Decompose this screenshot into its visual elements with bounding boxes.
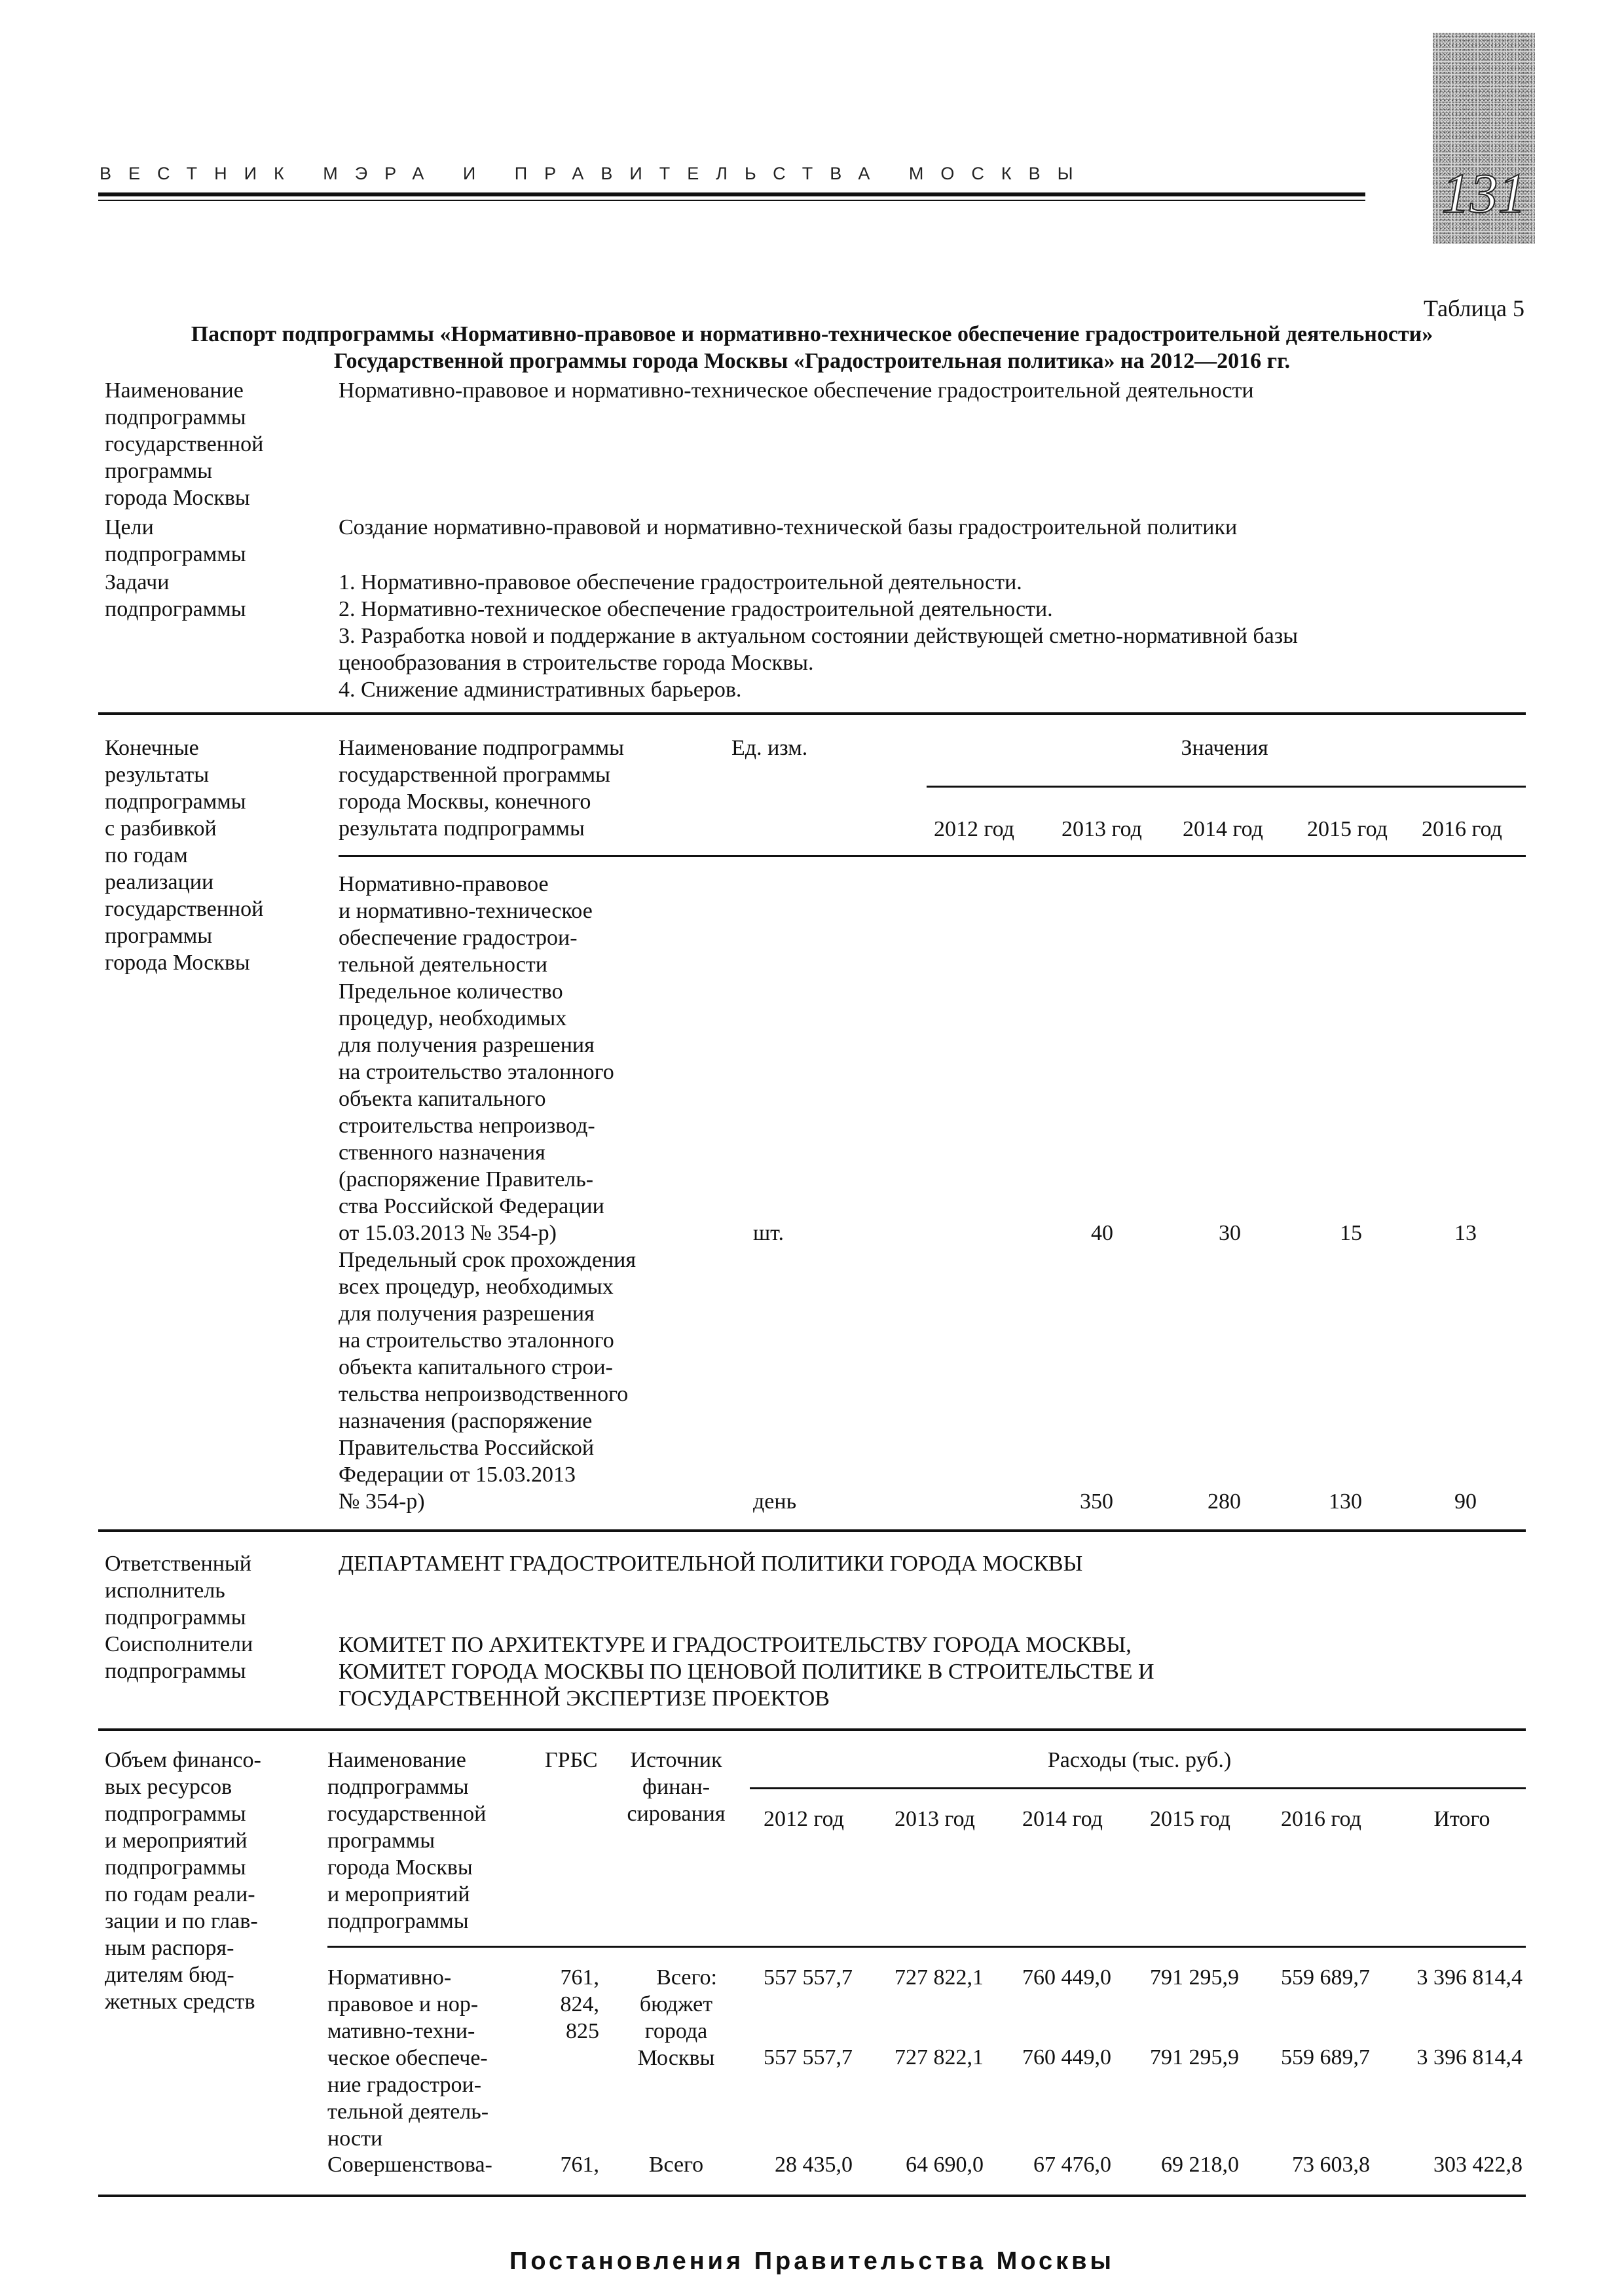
page-footer: Постановления Правительства Москвы (509, 2248, 1115, 2275)
text-line: ческое обеспече- (327, 2046, 488, 2070)
fin-year-2013: 2013 год (895, 1807, 975, 1831)
label-line: Задачи (105, 570, 170, 594)
fin-row2-source: Всего (648, 2153, 704, 2177)
fin-row1-source-budget (616, 1991, 737, 2071)
text-line: 761, (560, 1965, 599, 1990)
fin-year-2016: 2016 год (1281, 1807, 1361, 1831)
label-line: города Москвы (105, 951, 250, 975)
task-line: 2. Нормативно-техническое обеспечение градостроительной деятельности. (339, 597, 1053, 621)
text-line: для получения разрешения (339, 1302, 595, 1326)
header-line: подпрограммы (327, 1909, 469, 1933)
label-line: государственной (105, 432, 264, 456)
table-number: Таблица 5 (1424, 295, 1524, 321)
text-line: Москвы (637, 2046, 715, 2070)
fin-total: Итого (1433, 1807, 1490, 1831)
text-line: обеспечение градострои- (339, 926, 578, 950)
header-rule-thick (98, 192, 1365, 196)
header-line: результата подпрограммы (339, 816, 585, 841)
fin-year-2012: 2012 год (764, 1807, 844, 1831)
fin-row1-total-2013: 727 822,1 (895, 1965, 984, 1990)
year-2015: 2015 год (1307, 817, 1388, 841)
label-line: жетных средств (105, 1990, 255, 2014)
results-col-name (339, 735, 624, 842)
name-label (105, 377, 314, 511)
row2-2016: 90 (1454, 1489, 1477, 1514)
header-line: программы (327, 1829, 435, 1853)
text-line: Федерации от 15.03.2013 (339, 1463, 576, 1487)
text-line: Нормативно-правовое (339, 872, 549, 896)
fin-row1-total-2012: 557 557,7 (764, 1965, 853, 1990)
label-line: и мероприятий (105, 1829, 248, 1853)
fin-row2-2013: 64 690,0 (906, 2153, 984, 2177)
section-rule (98, 1529, 1526, 1532)
row2-2013: 350 (1080, 1489, 1113, 1514)
row1-2016: 13 (1454, 1221, 1477, 1245)
text-line: на строительство эталонного (339, 1060, 614, 1084)
fin-row1-budget-sum: 3 396 814,4 (1416, 2045, 1522, 2069)
label-line: подпрограммы (105, 405, 246, 429)
page-number: 131 (1441, 162, 1526, 225)
label-line: вых ресурсов (105, 1775, 232, 1799)
finance-col-name (327, 1747, 486, 1935)
text-line: ние градострои- (327, 2073, 482, 2097)
label-line: Объем финансо- (105, 1748, 261, 1772)
text-line: процедур, необходимых (339, 1006, 567, 1030)
label-line: программы (105, 459, 213, 483)
text-line: мативно-техни- (327, 2019, 475, 2043)
year-2016: 2016 год (1422, 817, 1502, 841)
text-line: Нормативно- (327, 1965, 452, 1990)
row2-2014: 280 (1208, 1489, 1241, 1514)
text-line: от 15.03.2013 № 354-р) (339, 1221, 557, 1245)
finance-col-expenses: Расходы (тыс. руб.) (1047, 1748, 1232, 1772)
label-line: по годам (105, 843, 188, 867)
text-line: тельной деятель- (327, 2100, 489, 2124)
label-line: ным распоря- (105, 1936, 234, 1960)
results-header-rule (339, 855, 1526, 857)
text-line: на строительство эталонного (339, 1328, 614, 1353)
fin-row1-budget-2014: 760 449,0 (1022, 2045, 1111, 2069)
fin-row2-2015: 69 218,0 (1161, 2153, 1239, 2177)
results-col-values: Значения (1181, 736, 1268, 760)
label-line: подпрограммы (105, 597, 246, 621)
header-line: города Москвы (327, 1855, 473, 1880)
fin-row1-budget-2013: 727 822,1 (895, 2045, 984, 2069)
text-line: 824, (560, 1992, 599, 2016)
text-line: Правительства Российской (339, 1436, 595, 1460)
text-line: для получения разрешения (339, 1033, 595, 1057)
row2-2015: 130 (1329, 1489, 1362, 1514)
fin-row1-total-2014: 760 449,0 (1022, 1965, 1111, 1990)
label-line: подпрограммы (105, 1605, 246, 1630)
fin-row2-sum: 303 422,8 (1433, 2153, 1522, 2177)
fin-year-2014: 2014 год (1022, 1807, 1103, 1831)
text-line: (распоряжение Правитель- (339, 1167, 594, 1192)
responsible-label (105, 1550, 314, 1685)
header-line: и мероприятий (327, 1882, 470, 1906)
header-line: государственной программы (339, 763, 610, 787)
text-line: строительства непроизвод- (339, 1114, 595, 1138)
finance-col-source (616, 1747, 737, 1827)
label-line: подпрограммы (105, 790, 246, 814)
row1-2013: 40 (1091, 1221, 1113, 1245)
header-line: Наименование (327, 1748, 466, 1772)
header-rule-thin (98, 200, 1365, 201)
fin-row1-name (327, 1964, 489, 2152)
text-line: ГОСУДАРСТВЕННОЙ ЭКСПЕРТИЗЕ ПРОЕКТОВ (339, 1686, 830, 1711)
results-col-unit: Ед. изм. (731, 736, 808, 760)
goals-label (105, 514, 314, 568)
row1-2015: 15 (1340, 1221, 1362, 1245)
fin-year-2015: 2015 год (1150, 1807, 1230, 1831)
task-line: 3. Разработка новой и поддержание в актуальном состоянии действующей сметно-нормативной базы (339, 624, 1299, 648)
fin-row1-budget-2012: 557 557,7 (764, 2045, 853, 2069)
section-rule (98, 1728, 1526, 1731)
tasks-label (105, 569, 314, 623)
row2-unit: день (753, 1489, 797, 1514)
label-line: подпрограммы (105, 1659, 246, 1683)
task-line: 4. Снижение административных барьеров. (339, 678, 742, 702)
text-line: всех процедур, необходимых (339, 1275, 614, 1299)
finance-header-rule (327, 1946, 1526, 1948)
label-line: подпрограммы (105, 1855, 246, 1880)
label-line: реализации (105, 870, 214, 894)
results-label (105, 735, 314, 976)
text-line: 825 (566, 2019, 599, 2043)
fin-row1-total-2015: 791 295,9 (1150, 1965, 1239, 1990)
header-line: подпрограммы (327, 1775, 469, 1799)
row1-2014: 30 (1219, 1221, 1241, 1245)
finance-label (105, 1747, 314, 2015)
text-line: ственного назначения (339, 1140, 545, 1165)
fin-row2-2014: 67 476,0 (1033, 2153, 1111, 2177)
header-line: Наименование подпрограммы (339, 736, 624, 760)
text-line: объекта капитального (339, 1087, 546, 1111)
fin-row2-grbs: 761, (560, 2153, 599, 2177)
label-line: программы (105, 924, 213, 948)
fin-row1-budget-2016: 559 689,7 (1281, 2045, 1370, 2069)
header-line: Источник (630, 1748, 722, 1772)
text-line: тельной деятельности (339, 953, 547, 977)
text-line: № 354-р) (339, 1489, 425, 1514)
tasks-value (339, 569, 1298, 703)
expenses-subrule (750, 1787, 1526, 1789)
header-line: финан- (642, 1775, 710, 1799)
fin-row2-name: Совершенствова- (327, 2153, 492, 2177)
table-title-line-2: Государственной программы города Москвы «Градостроительная политика» на 2012—2016 гг. (333, 349, 1291, 373)
text-line: ства Российской Федерации (339, 1194, 604, 1218)
journal-header: ВЕСТНИК МЭРА И ПРАВИТЕЛЬСТВА МОСКВЫ (100, 164, 1090, 183)
values-subrule (927, 786, 1526, 788)
label-line: подпрограммы (105, 542, 246, 566)
text-line: КОМИТЕТ ГОРОДА МОСКВЫ ПО ЦЕНОВОЙ ПОЛИТИКЕ В СТРОИТЕЛЬСТВЕ И (339, 1660, 1154, 1684)
fin-row2-2012: 28 435,0 (775, 2153, 853, 2177)
fin-row1-budget-2015: 791 295,9 (1150, 2045, 1239, 2069)
text-line: КОМИТЕТ ПО АРХИТЕКТУРЕ И ГРАДОСТРОИТЕЛЬСТВУ ГОРОДА МОСКВЫ, (339, 1633, 1132, 1657)
label-line: зации и по глав- (105, 1909, 258, 1933)
label-line: Соисполнители (105, 1632, 253, 1656)
name-value: Нормативно-правовое и нормативно-техническое обеспечение градостроительной деятельности (339, 378, 1254, 403)
finance-col-grbs: ГРБС (545, 1748, 598, 1772)
header-line: государственной (327, 1802, 487, 1826)
label-line: государственной (105, 897, 264, 921)
task-line: ценообразования в строительстве города Москвы. (339, 651, 814, 675)
label-line: с разбивкой (105, 816, 217, 841)
year-2013: 2013 год (1061, 817, 1142, 841)
task-line: 1. Нормативно-правовое обеспечение градостроительной деятельности. (339, 570, 1022, 594)
label-line: по годам реали- (105, 1882, 255, 1906)
text-line: бюджет (639, 1992, 713, 2016)
section-rule (98, 712, 1526, 715)
label-line: результаты (105, 763, 210, 787)
text-line: Предельное количество (339, 979, 563, 1004)
fin-row1-source-total: Всего: (656, 1965, 717, 1990)
label-line: дителям бюд- (105, 1963, 234, 1987)
text-line: тельства непроизводственного (339, 1382, 629, 1406)
label-line: Наименование (105, 378, 244, 403)
goals-value: Создание нормативно-правовой и нормативно-технической базы градостроительной политики (339, 515, 1238, 539)
fin-row1-total-2016: 559 689,7 (1281, 1965, 1370, 1990)
year-2012: 2012 год (934, 817, 1014, 841)
results-block-text (339, 871, 636, 1515)
header-line: города Москвы, конечного (339, 790, 591, 814)
label-line: Конечные (105, 736, 199, 760)
label-line: города Москвы (105, 486, 250, 510)
text-line: города (644, 2019, 708, 2043)
text-line: назначения (распоряжение (339, 1409, 593, 1433)
header-line: сирования (627, 1802, 726, 1826)
responsible-value: ДЕПАРТАМЕНТ ГРАДОСТРОИТЕЛЬНОЙ ПОЛИТИКИ ГОРОДА МОСКВЫ (339, 1552, 1083, 1576)
row1-unit: шт. (753, 1221, 784, 1245)
table-title-line-1: Паспорт подпрограммы «Нормативно-правовое и нормативно-техническое обеспечение градостроительной деятельности» (191, 322, 1433, 346)
label-line: исполнитель (105, 1578, 225, 1603)
text-line: Предельный срок прохождения (339, 1248, 637, 1272)
fin-row2-2016: 73 603,8 (1292, 2153, 1370, 2177)
bottom-rule (98, 2195, 1526, 2197)
fin-row1-total-sum: 3 396 814,4 (1416, 1965, 1522, 1990)
label-line: Ответственный (105, 1552, 251, 1576)
year-2014: 2014 год (1183, 817, 1263, 841)
text-line: и нормативно-техническое (339, 899, 593, 923)
fin-row1-grbs (550, 1964, 599, 2045)
label-line: Цели (105, 515, 154, 539)
text-line: объекта капитального строи- (339, 1355, 613, 1379)
text-line: ности (327, 2126, 383, 2151)
co-executors-value (339, 1631, 1154, 1712)
label-line: подпрограммы (105, 1802, 246, 1826)
text-line: правовое и нор- (327, 1992, 479, 2016)
